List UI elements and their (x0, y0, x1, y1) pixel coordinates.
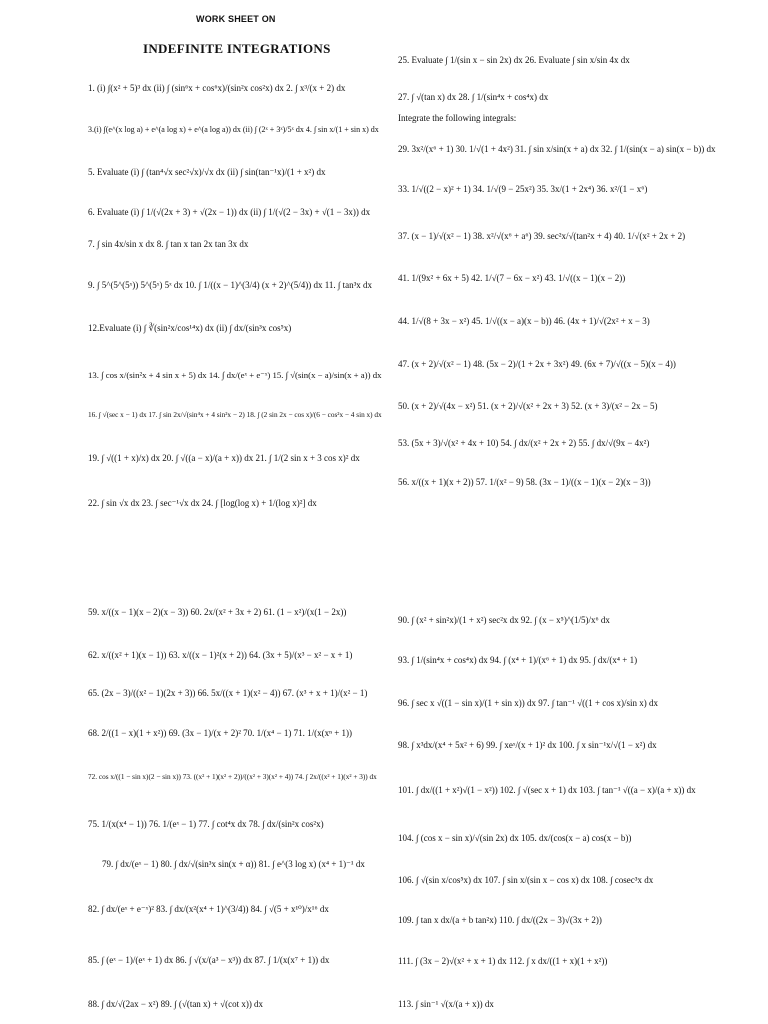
problem-7-8: 7. ∫ sin 4x/sin x dx 8. ∫ tan x tan 2x tan 3x dx (88, 239, 249, 249)
problem-62-64: 62. x/((x² + 1)(x − 1)) 63. x/((x − 1)²(x + 2)) 64. (3x + 5)/(x³ − x² − x + 1) (88, 650, 353, 660)
problem-75-78: 75. 1/(x(x⁴ − 1)) 76. 1/(eˣ − 1) 77. ∫ cot⁴x dx 78. ∫ dx/(sin²x cos²x) (88, 819, 324, 829)
problem-68-71: 68. 2/((1 − x)(1 + x²)) 69. (3x − 1)/(x + 2)² 70. 1/(x⁴ − 1) 71. 1/(x(xⁿ + 1)) (88, 728, 353, 738)
problem-113: 113. ∫ sin⁻¹ √(x/(a + x)) dx (398, 999, 494, 1009)
problem-65-67: 65. (2x − 3)/((x² − 1)(2x + 3)) 66. 5x/((x + 1)(x² − 4)) 67. (x³ + x + 1)/(x² − 1) (88, 688, 368, 698)
problem-9-11: 9. ∫ 5^(5^(5ˣ)) 5^(5ˣ) 5ˣ dx 10. ∫ 1/((x − 1)^(3/4) (x + 2)^(5/4)) dx 11. ∫ tan³x dx (88, 280, 373, 290)
worksheet-subtitle: INDEFINITE INTEGRATIONS (143, 41, 331, 56)
problem-59-61: 59. x/((x − 1)(x − 2)(x − 3)) 60. 2x/(x² + 3x + 2) 61. (1 − x²)/(x(1 − 2x)) (88, 607, 347, 617)
problem-93-95: 93. ∫ 1/(sin⁴x + cos⁴x) dx 94. ∫ (x⁴ + 1)/(x⁶ + 1) dx 95. ∫ dx/(x⁴ + 1) (398, 655, 638, 665)
problem-41-43: 41. 1/(9x² + 6x + 5) 42. 1/√(7 − 6x − x²) 43. 1/√((x − 1)(x − 2)) (398, 273, 626, 283)
problem-111-112: 111. ∫ (3x − 2)√(x² + x + 1) dx 112. ∫ x dx/((1 + x)(1 + x²)) (398, 956, 608, 966)
left-bottom-column (0, 540, 390, 1024)
problem-27-28: 27. ∫ √(tan x) dx 28. ∫ 1/(sin⁴x + cos⁴x) dx (398, 92, 549, 102)
problem-3-4: 3.(i) ∫(e^(x log a) + e^(a log x) + e^(a log a)) dx (ii) ∫ (2ˣ + 3ˣ)/5ˣ dx 4. ∫ sin x/(1 + sin x) dx (88, 125, 379, 134)
problem-37-40: 37. (x − 1)/√(x² − 1) 38. x²/√(x⁶ + a⁶) 39. sec²x/√(tan²x + 4) 40. 1/√(x² + 2x + 2) (398, 231, 686, 241)
problem-79-81: 79. ∫ dx/(eˣ − 1) 80. ∫ dx/√(sin³x sin(x + α)) 81. ∫ e^(3 log x) (x⁴ + 1)⁻¹ dx (102, 859, 365, 869)
problem-5: 5. Evaluate (i) ∫ (tan⁴√x sec²√x)/√x dx (ii) ∫ sin(tan⁻¹x)/(1 + x²) dx (88, 167, 326, 177)
problem-53-55: 53. (5x + 3)/√(x² + 4x + 10) 54. ∫ dx/(x² + 2x + 2) 55. ∫ dx/√(9x − 4x²) (398, 438, 650, 448)
problem-85-87: 85. ∫ (eˣ − 1)/(eˣ + 1) dx 86. ∫ √(x/(a³ − x³)) dx 87. ∫ 1/(x(x⁷ + 1)) dx (88, 955, 330, 965)
left-top-column (0, 0, 390, 540)
problem-101-103: 101. ∫ dx/((1 + x²)√(1 − x²)) 102. ∫ √(sec x + 1) dx 103. ∫ tan⁻¹ √((a − x)/(a + x)) dx (398, 785, 696, 795)
problem-1-2: 1. (i) ∫(x² + 5)³ dx (ii) ∫ (sin⁶x + cos⁶x)/(sin²x cos²x) dx 2. ∫ x³/(x + 2) dx (88, 83, 346, 93)
problem-6: 6. Evaluate (i) ∫ 1/(√(2x + 3) + √(2x − 1)) dx (ii) ∫ 1/(√(2 − 3x) + √(1 − 3x)) dx (88, 207, 371, 217)
problem-25-26: 25. Evaluate ∫ 1/(sin x − sin 2x) dx 26. Evaluate ∫ sin x/sin 4x dx (398, 55, 630, 65)
problem-33-36: 33. 1/√((2 − x)² + 1) 34. 1/√(9 − 25x²) 35. 3x/(1 + 2x⁴) 36. x²/(1 − x⁶) (398, 184, 648, 194)
problem-47-49: 47. (x + 2)/√(x² − 1) 48. (5x − 2)/(1 + 2x + 3x²) 49. (6x + 7)/√((x − 5)(x − 4)) (398, 359, 676, 369)
problem-12: 12.Evaluate (i) ∫ ∛(sin²x/cos¹⁴x) dx (ii) ∫ dx/(sin³x cos⁵x) (88, 323, 292, 333)
problem-98-100: 98. ∫ x³dx/(x⁴ + 5x² + 6) 99. ∫ xeˣ/(x + 1)² dx 100. ∫ x sin⁻¹x/√(1 − x²) dx (398, 740, 657, 750)
problem-50-52: 50. (x + 2)/√(4x − x²) 51. (x + 2)/√(x² + 2x + 3) 52. (x + 3)/(x² − 2x − 5) (398, 401, 658, 411)
problem-44-46: 44. 1/√(8 + 3x − x²) 45. 1/√((x − a)(x − b)) 46. (4x + 1)/√(2x² + x − 3) (398, 316, 650, 326)
instruction-heading: Integrate the following integrals: (398, 113, 517, 123)
problem-19-21: 19. ∫ √((1 + x)/x) dx 20. ∫ √((a − x)/(a + x)) dx 21. ∫ 1/(2 sin x + 3 cos x)² dx (88, 453, 360, 463)
problem-90-92: 90. ∫ (x² + sin²x)/(1 + x²) sec²x dx 92. ∫ (x − x⁵)^(1/5)/x⁶ dx (398, 615, 610, 625)
problem-106-108: 106. ∫ √(sin x/cos⁵x) dx 107. ∫ sin x/(sin x − cos x) dx 108. ∫ cosec³x dx (398, 875, 654, 885)
worksheet-title: WORK SHEET ON (196, 14, 276, 24)
problem-88-89: 88. ∫ dx/√(2ax − x²) 89. ∫ (√(tan x) + √(cot x)) dx (88, 999, 264, 1009)
problem-72-74: 72. cos x/((1 − sin x)(2 − sin x)) 73. ((x² + 1)(x² + 2))/((x² + 3)(x² + 4)) 74. ∫ 2x/((x² + 1)(x² + 3)) dx (88, 773, 377, 781)
problem-22-24: 22. ∫ sin √x dx 23. ∫ sec⁻¹√x dx 24. ∫ [log(log x) + 1/(log x)²] dx (88, 498, 317, 508)
problem-96-97: 96. ∫ sec x √((1 − sin x)/(1 + sin x)) dx 97. ∫ tan⁻¹ √((1 + cos x)/sin x) dx (398, 698, 658, 708)
problem-16-18: 16. ∫ √(sec x − 1) dx 17. ∫ sin 2x/√(sin⁴x + 4 sin²x − 2) 18. ∫ (2 sin 2x − cos x)/(6 − cos²x − 4 sin x) dx (88, 411, 382, 419)
right-bottom-column (390, 540, 768, 1024)
problem-56-58: 56. x/((x + 1)(x + 2)) 57. 1/(x² − 9) 58. (3x − 1)/((x − 1)(x − 2)(x − 3)) (398, 477, 651, 487)
problem-104-105: 104. ∫ (cos x − sin x)/√(sin 2x) dx 105. dx/(cos(x − a) cos(x − b)) (398, 833, 632, 843)
problem-109-110: 109. ∫ tan x dx/(a + b tan²x) 110. ∫ dx/((2x − 3)√(3x + 2)) (398, 915, 602, 925)
problem-13-15: 13. ∫ cos x/(sin²x + 4 sin x + 5) dx 14. ∫ dx/(eˣ + e⁻ˣ) 15. ∫ √(sin(x − a)/sin(x + a)) dx (88, 370, 382, 380)
problem-29-32: 29. 3x²/(x⁶ + 1) 30. 1/√(1 + 4x²) 31. ∫ sin x/sin(x + a) dx 32. ∫ 1/(sin(x − a) sin(x − b)) dx (398, 144, 716, 154)
right-top-column (390, 0, 768, 540)
problem-82-84: 82. ∫ dx/(eˣ + e⁻ˣ)² 83. ∫ dx/(x²(x⁴ + 1)^(3/4)) 84. ∫ √(5 + x¹⁰)/x¹⁶ dx (88, 904, 329, 914)
